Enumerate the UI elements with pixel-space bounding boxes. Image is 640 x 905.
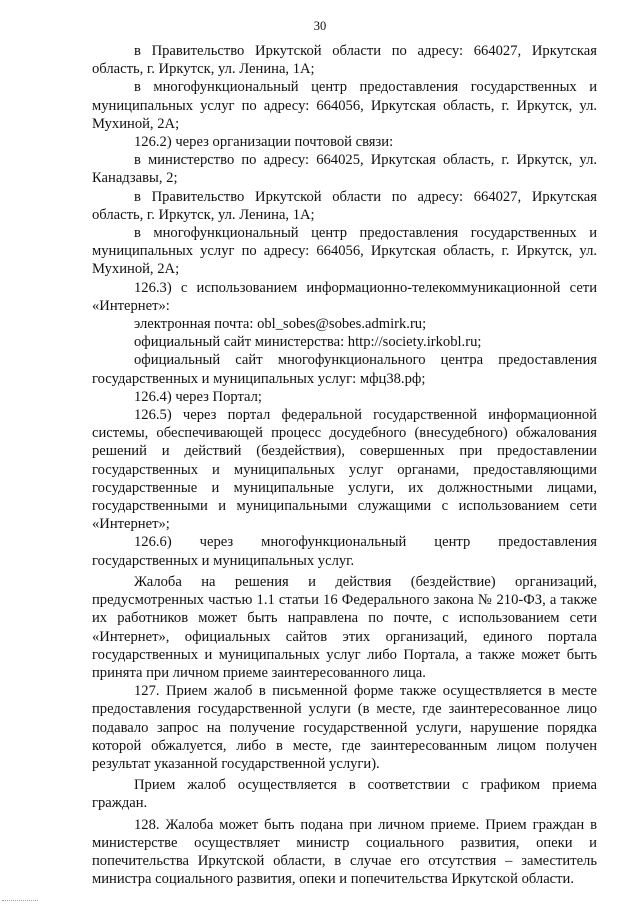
paragraph-government-postal-address: в Правительство Иркутской области по адресу: 664027, Иркутская область, г. Иркутск, ул. Ленина, 1А; xyxy=(92,188,597,223)
paragraph-item-126-3: 126.3) с использованием информационно-телекоммуникационной сети «Интернет»: xyxy=(92,279,597,314)
paragraph-item-126-5: 126.5) через портал федеральной государственной информационной системы, обеспечивающей процесс досудебного (внесудебного) обжалования решений и действий (бездействия), совершенных при предоставлении государственных и муниципальных услуг органами, предоставляющими государственные и муниципальные услуги, их должностными лицами, государственными и муниципальными служащими с использованием сети «Интернет»; xyxy=(92,407,597,533)
document-body xyxy=(92,42,597,888)
paragraph-item-126-4: 126.4) через Портал; xyxy=(134,388,262,405)
paragraph-item-126-6: 126.6) через многофункциональный центр предоставления государственных и муниципальных услуг. xyxy=(92,534,597,569)
paragraph-complaint-organizations: Жалоба на решения и действия (бездействие) организаций, предусмотренных частью 1.1 статьи 16 Федерального закона № 210-ФЗ, а также их работников может быть направлена по почте, с использованием сети «Интернет», официальных сайтов этих организаций, единого портала государственных и муниципальных услуг либо Портала, а также может быть принята при личном приеме заинтересованного лица. xyxy=(92,573,597,681)
paragraph-mfc-postal-address: в многофункциональный центр предоставления государственных и муниципальных услуг по адресу: 664056, Иркутская область, г. Иркутск, ул. Мухиной, 2А; xyxy=(92,225,597,278)
page-number: 30 xyxy=(313,19,327,33)
paragraph-ministry-postal-address: в министерство по адресу: 664025, Иркутская область, г. Иркутск, ул. Канадзавы, 2; xyxy=(92,152,597,187)
paragraph-reception-schedule: Прием жалоб осуществляется в соответствии с графиком приема граждан. xyxy=(92,777,597,812)
paragraph-item-128: 128. Жалоба может быть подана при личном приеме. Прием граждан в министерстве осуществляет министр социального развития, опеки и попечительства Иркутской области, в случае его отсутствия – заместитель министра социального развития, опеки и попечительства Иркутской области. xyxy=(92,816,597,888)
paragraph-item-126-2: 126.2) через организации почтовой связи: xyxy=(134,134,394,151)
paragraph-government-address: в Правительство Иркутской области по адресу: 664027, Иркутская область, г. Иркутск, ул. Ленина, 1А; xyxy=(92,43,597,78)
paragraph-email: электронная почта: obl_sobes@sobes.admirk.ru; xyxy=(134,316,427,333)
paragraph-item-127: 127. Прием жалоб в письменной форме также осуществляется в месте предоставления государственной услуги (в месте, где заинтересованное лицо подавало запрос на получение государственной услуги, нарушение порядка которой обжалуется, либо в месте, где заинтересованным лицом получен результат указанной государственной услуги). xyxy=(92,683,597,772)
paragraph-mfc-website: официальный сайт многофункционального центра предоставления государственных и муниципальных услуг: мфц38.рф; xyxy=(92,352,597,387)
scan-corner-mark xyxy=(2,900,38,901)
paragraph-ministry-website: официальный сайт министерства: http://society.irkobl.ru; xyxy=(134,334,482,351)
paragraph-mfc-address: в многофункциональный центр предоставления государственных и муниципальных услуг по адресу: 664056, Иркутская область, г. Иркутск, ул. Мухиной, 2А; xyxy=(92,79,597,132)
